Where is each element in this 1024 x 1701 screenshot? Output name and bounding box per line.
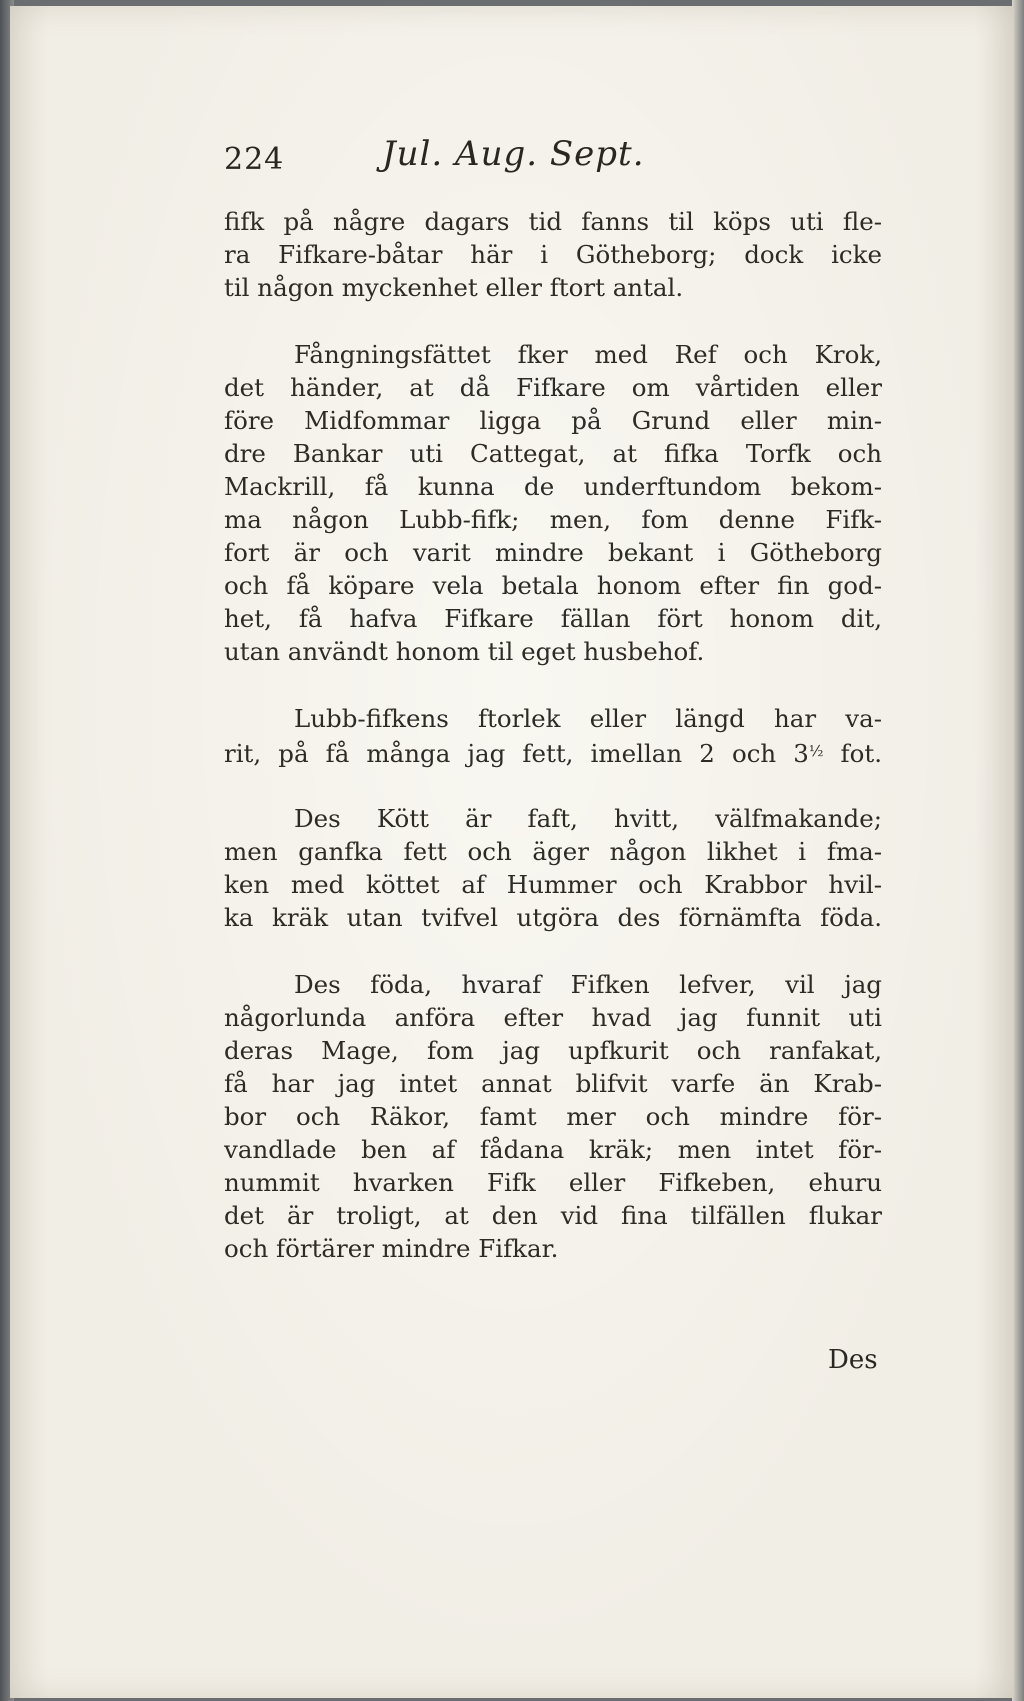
text-line: nummit hvarken Fifk eller Fifkeben, ehuru bbox=[224, 1168, 882, 1197]
text-line: dre Bankar uti Cattegat, at fifka Torfk och bbox=[224, 439, 882, 468]
page-number: 224 bbox=[224, 142, 285, 177]
text-line: Mackrill, få kunna de underftundom bekom- bbox=[224, 472, 882, 501]
catchword: Des bbox=[828, 1345, 878, 1375]
text-line: ma någon Lubb-fifk; men, fom denne Fifk- bbox=[224, 505, 882, 534]
text-line: någorlunda anföra efter hvad jag funnit uti bbox=[224, 1003, 882, 1032]
text-line: deras Mage, fom jag upfkurit och ranfakat, bbox=[224, 1036, 882, 1065]
text-line: och förtärer mindre Fifkar. bbox=[224, 1234, 559, 1263]
fraction-half: ½ bbox=[808, 742, 824, 760]
paragraph bbox=[224, 702, 882, 768]
text-line: ra Fifkare-båtar här i Götheborg; dock icke bbox=[224, 240, 882, 269]
text-line: Fångningsfättet fker med Ref och Krok, bbox=[294, 340, 882, 369]
text-line: Des Kött är faft, hvitt, välfmakande; bbox=[294, 804, 882, 833]
text-line: det är troligt, at den vid fina tilfällen flukar bbox=[224, 1201, 882, 1230]
paragraph bbox=[224, 338, 882, 668]
text-segment: fot. bbox=[840, 739, 882, 768]
text-line: Des föda, hvaraf Fifken lefver, vil jag bbox=[294, 970, 882, 999]
text-line: ken med köttet af Hummer och Krabbor hvil- bbox=[224, 870, 882, 899]
text-line: fort är och varit mindre bekant i Götheborg bbox=[224, 538, 882, 567]
text-segment: rit, på få många jag fett, imellan 2 och 3 bbox=[224, 739, 809, 768]
text-line: fifk på någre dagars tid fanns til köps uti fle- bbox=[224, 207, 882, 236]
paragraph bbox=[224, 802, 882, 934]
text-line: til någon myckenhet eller ftort antal. bbox=[224, 273, 684, 302]
text-line: men ganfka fett och äger någon likhet i fma- bbox=[224, 837, 882, 866]
text-line: het, få hafva Fifkare fällan fört honom dit, bbox=[224, 604, 882, 633]
text-line bbox=[224, 735, 882, 768]
text-line: före Midfommar ligga på Grund eller min- bbox=[224, 406, 882, 435]
page-header bbox=[224, 134, 824, 184]
text-line: få har jag intet annat blifvit varfe än Krab- bbox=[224, 1069, 882, 1098]
text-line: bor och Räkor, famt mer och mindre för- bbox=[224, 1102, 882, 1131]
text-line: vandlade ben af fådana kräk; men intet för- bbox=[224, 1135, 882, 1164]
text-line: det händer, at då Fifkare om vårtiden eller bbox=[224, 373, 882, 402]
text-line: ka kräk utan tvifvel utgöra des förnämfta föda. bbox=[224, 903, 882, 932]
running-head: Jul. Aug. Sept. bbox=[382, 134, 645, 174]
paragraph bbox=[224, 968, 882, 1265]
body-text bbox=[224, 205, 882, 1299]
text-line: och få köpare vela betala honom efter fin god- bbox=[224, 571, 882, 600]
text-line: Lubb-fifkens ftorlek eller längd har va- bbox=[294, 704, 882, 733]
paragraph bbox=[224, 205, 882, 304]
text-line: utan användt honom til eget husbehof. bbox=[224, 637, 705, 666]
